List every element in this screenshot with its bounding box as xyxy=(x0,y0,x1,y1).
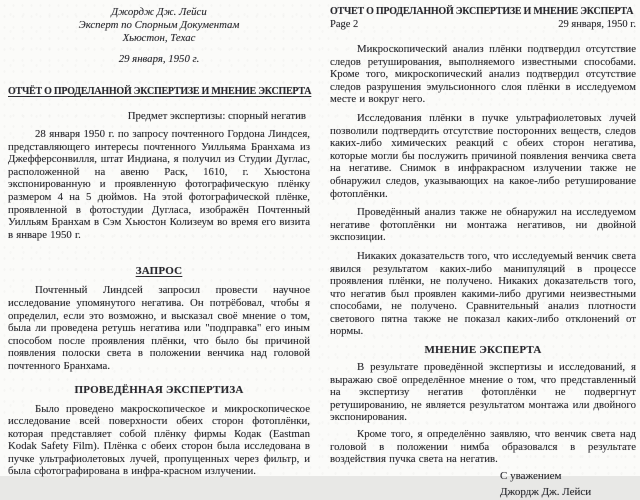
paragraph-intro: 28 января 1950 г. по запросу почтенного Гордона Линдсея, представляющего интересы почтенного Уилльяма Бранхама из Джефферсонвилля, штат Индиана, я получил из Студии Дуглас, расположенной на авеню Раск, 1610, г. Хьюстона экспонированную и проявленную фотографическую плёнку размером 4 на 5 дюймов. На этой фотографической плёнке, проявленной в фотостудии Дугласа, изображён Почтенный Уилльям Бранхам в Сэм Хьюстон Колизеум во время его визита в январе 1950 г. xyxy=(8,128,310,241)
sender-name: Джордж Дж. Лейси xyxy=(111,6,207,18)
report-title: ОТЧЁТ О ПРОДЕЛАННОЙ ЭКСПЕРТИЗЕ И МНЕНИЕ ЭКСПЕРТА xyxy=(8,86,312,97)
report-date: 29 января, 1950 г. xyxy=(118,53,200,65)
signature: Джордж Дж. Лейси xyxy=(500,486,592,499)
paragraph-no-evidence: Никаких доказательств того, что исследуемый венчик света явился результатом каких-либо манипуляций в процессе проявления плёнки, не получено. Никаких доказательств того, что негатив был проявлен какими-либо другими неизвестными способами, не получено. Сравнительный анализ плотности светового пятна также не показал каких-либо отклонений от нормы. xyxy=(330,249,636,338)
sender-city: Хьюстон, Техас xyxy=(122,32,196,44)
subject-line: Предмет экспертизы: спорный негатив xyxy=(127,110,306,122)
page-number: Page 2 xyxy=(330,19,359,30)
page2-header-row xyxy=(330,18,636,31)
paragraph-conclusion: Кроме того, я определённо заявляю, что венчик света над головой в положении нимба образовался в результате воздействия пучка света на негатив. xyxy=(330,428,636,466)
page2-header-title: ОТЧЕТ О ПРОДЕЛАННОЙ ЭКСПЕРТИЗЕ И МНЕНИЕ ЭКСПЕРТА xyxy=(330,6,634,17)
paragraph-microscopic: Микроскопический анализ плёнки подтвердил отсутствие следов ретуширования, выполняемого известными способами. Кроме того, микроскопический анализ подтвердил отсутствие следов разрушения эмульсионного слоя плёнки в исследуемом месте и вокруг него. xyxy=(330,43,636,106)
sender-block xyxy=(8,6,310,45)
page-2 xyxy=(330,0,636,499)
sender-title: Эксперт по Спорным Документам xyxy=(78,19,240,31)
paragraph-opinion: В результате проведённой экспертизы и исследований, я выражаю своё определённое мнение о том, что представленный на экспертизу негатив фотоплёнки не подвергнут ретушированию, не является результатом монтажа или двойного экспонирования. xyxy=(330,361,636,424)
heading-examination: ПРОВЕДЁННАЯ ЭКСПЕРТИЗА xyxy=(74,383,244,396)
heading-opinion: МНЕНИЕ ЭКСПЕРТА xyxy=(424,344,542,357)
heading-request: ЗАПРОС xyxy=(135,265,183,278)
paragraph-examination: Было проведено макроскопическое и микроскопическое исследование всей поверхности обеих сторон фотоплёнки, которая представляет собой плёнку фирмы Кодак (Eastman Kodak Safety Film). Плёнка с обеих сторон была исследована в пучке ультрафиолетовых лучей, пропущенных через фильтр, и была сфотографирована в инфра-красном излучении. xyxy=(8,402,310,478)
paragraph-request: Почтенный Линдсей запросил провести научное исследование упомянутого негатива. Он потрёбовал, чтобы я определил, если это возможно, и высказал своё мнение о том, была ли проведена ретушь негатива или "подправка" его иным способом после проявления плёнки, что было бы причиной появления полоски света в положении венчика над головой почтенного Бранхама. xyxy=(8,284,310,372)
page-1 xyxy=(8,0,310,476)
paragraph-montage: Проведённый анализ также не обнаружил на исследуемом негативе фотоплёнки ни монтажа негативов, ни двойной экспозиции. xyxy=(330,206,636,244)
report-date: 29 января, 1950 г. xyxy=(558,19,636,30)
paragraph-ultraviolet: Исследования плёнки в пучке ультрафиолетовых лучей позволили подтвердить отсутствие посторонних веществ, следов каких-либо химических реакций с обеих сторон негатива, которые могли бы послужить причиной появления венчика света на негативе. Снимок в инфракрасном излучении также не обнаружил следов, указывающих на какое-либо ретуширование фотоплёнки. xyxy=(330,111,636,200)
signature-block xyxy=(500,470,636,500)
closing: С уважением xyxy=(500,469,562,482)
